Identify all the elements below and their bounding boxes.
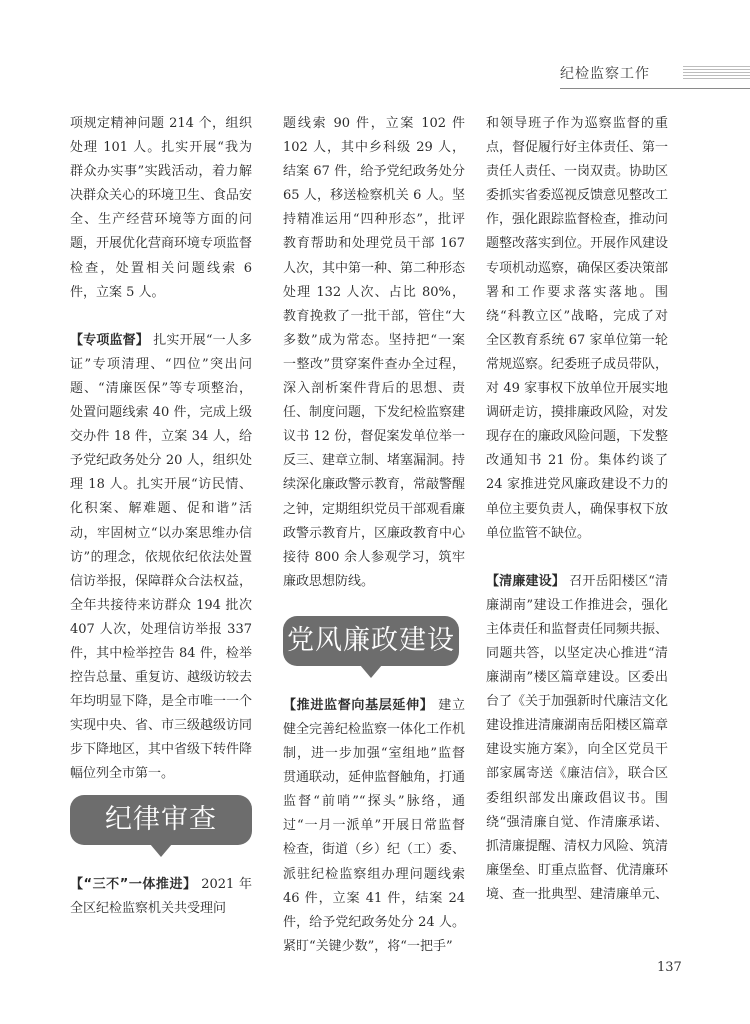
paragraph-body: 召开岳阳楼区“清廉湖南”建设工作推进会，强化主体责任和监督责任同频共振、同题共答，以坚定决心推进“清廉湖南”楼区篇章建设。区委出台了《关于加强新时代廉洁文化建设推进清廉湖南岳阳楼区篇章建设实施方案》，向全区党员干部家属寄送《廉洁信》，联合区委组织部发出廉政倡议书。围绕“强清廉自觉、作清廉承诺、抓清廉提醒、清权力风险、筑清廉堡垒、盯重点监督、优清廉环境、查一批典型、建清廉单元、 xyxy=(486,573,669,902)
paragraph-body: 2021 年全区纪检监察机关共受理问 xyxy=(70,876,252,916)
paragraph-lead: 【推进监督向基层延伸】 xyxy=(283,697,434,713)
paragraph: 和领导班子作为巡察监督的重点，督促履行好主体责任、第一责任人责任、一岗双责。协助区委抓实省委巡视反馈意见整改工作，强化跟踪监督检查，推动问题整改落实到位。开展作风建设专项机动巡察，确保区委决策部署和工作要求落实落地。围绕“科教立区”战略，完成了对全区教育系统 67 家单位第一轮常规巡察。纪委班子成员带队，对 49 家事权下放单位开展实地调研走访，摸排廉政风险，对发现存在的廉政风险问题，下发整改通知书 21 份。集体约谈了 24 家推进党风廉政建设不力的单位主要负责人，确保事权下放单位监管不缺位。 xyxy=(486,116,669,541)
paragraph xyxy=(70,873,252,921)
text-column-1 xyxy=(70,112,252,921)
page-number: 137 xyxy=(657,960,682,975)
paragraph-lead: 【专项监督】 xyxy=(70,332,149,348)
paragraph-body: 扎实开展“一人多证”专项清理、“四位”突出问题、“清廉医保”等专项整治，处置问题线索 40 件，完成上级交办件 18 件，立案 34 人，给予党纪政务处分 20 人，组织处理 18 人。扎实开展“访民情、化积案、解难题、促和谐”活动，牢固树立“以办案思维办信访”的理念，依规依纪依法处置信访举报，保障群众合法权益，全年共接待来访群众 194 批次 407 人次，处理信访举报 337 件，其中检举控告 84 件，检举控告总量、重复访、越级访较去年均明显下降，是全市唯一一个实现中央、省、市三级越级访同步下降地区，其中省级下转件降幅位列全市第一。 xyxy=(70,332,253,782)
paragraph: 项规定精神问题 214 个，组织处理 101 人。扎实开展“我为群众办实事”实践活动，着力解决群众关心的环境卫生、食品安全、生产经营环境等方面的问题，开展优化营商环境专项监督检查，处置相关问题线索 6 件，立案 5 人。 xyxy=(70,116,253,300)
section-title: 纪检监察工作 xyxy=(560,66,650,82)
section-heading-party-integrity: 党风廉政建设 xyxy=(283,616,459,666)
header-rule xyxy=(560,88,750,89)
paragraph-lead: 【清廉建设】 xyxy=(486,573,565,589)
text-column-3 xyxy=(486,112,668,907)
paragraph xyxy=(283,694,465,959)
paragraph xyxy=(70,329,252,787)
paragraph-lead: 【“三不”一体推进】 xyxy=(70,876,197,892)
paragraph xyxy=(486,570,668,907)
section-heading-discipline-review: 纪律审查 xyxy=(70,795,252,845)
header-stripes xyxy=(683,66,750,80)
paragraph: 题线索 90 件，立案 102 件 102 人，其中乡科级 29 人，结案 67 件，给予党纪政务处分65 人，移送检察机关 6 人。坚持精准运用“四种形态”，批评教育帮助和处理党员干部 167 人次，其中第一种、第二种形态处理 132 人次、占比 80%，教育挽救了一批干部，管住“大多数”成为常态。坚持把“一案一整改”贯穿案件查办全过程，深入剖析案件背后的思想、责任、制度问题，下发纪检监察建议书 12 份，督促案发单位举一反三、建章立制、堵塞漏洞。持续深化廉政警示教育，常敲警醒之钟，定期组织党员干部观看廉政警示教育片，区廉政教育中心接待 800 余人参观学习，筑牢廉政思想防线。 xyxy=(283,116,466,589)
text-column-2 xyxy=(283,112,465,959)
paragraph-body: 建立健全完善纪检监察一体化工作机制，进一步加强“室组地”监督贯通联动，延伸监督触角，打通监督“前哨”“探头”脉络，通过“一月一派单”开展日常监督检查，街道（乡）纪（工）委、派驻纪检监察组办理问题线索 46 件，立案 41 件，结案 24 件，给予党纪政务处分 24 人。紧盯“关键少数”，将“一把手” xyxy=(283,697,466,954)
